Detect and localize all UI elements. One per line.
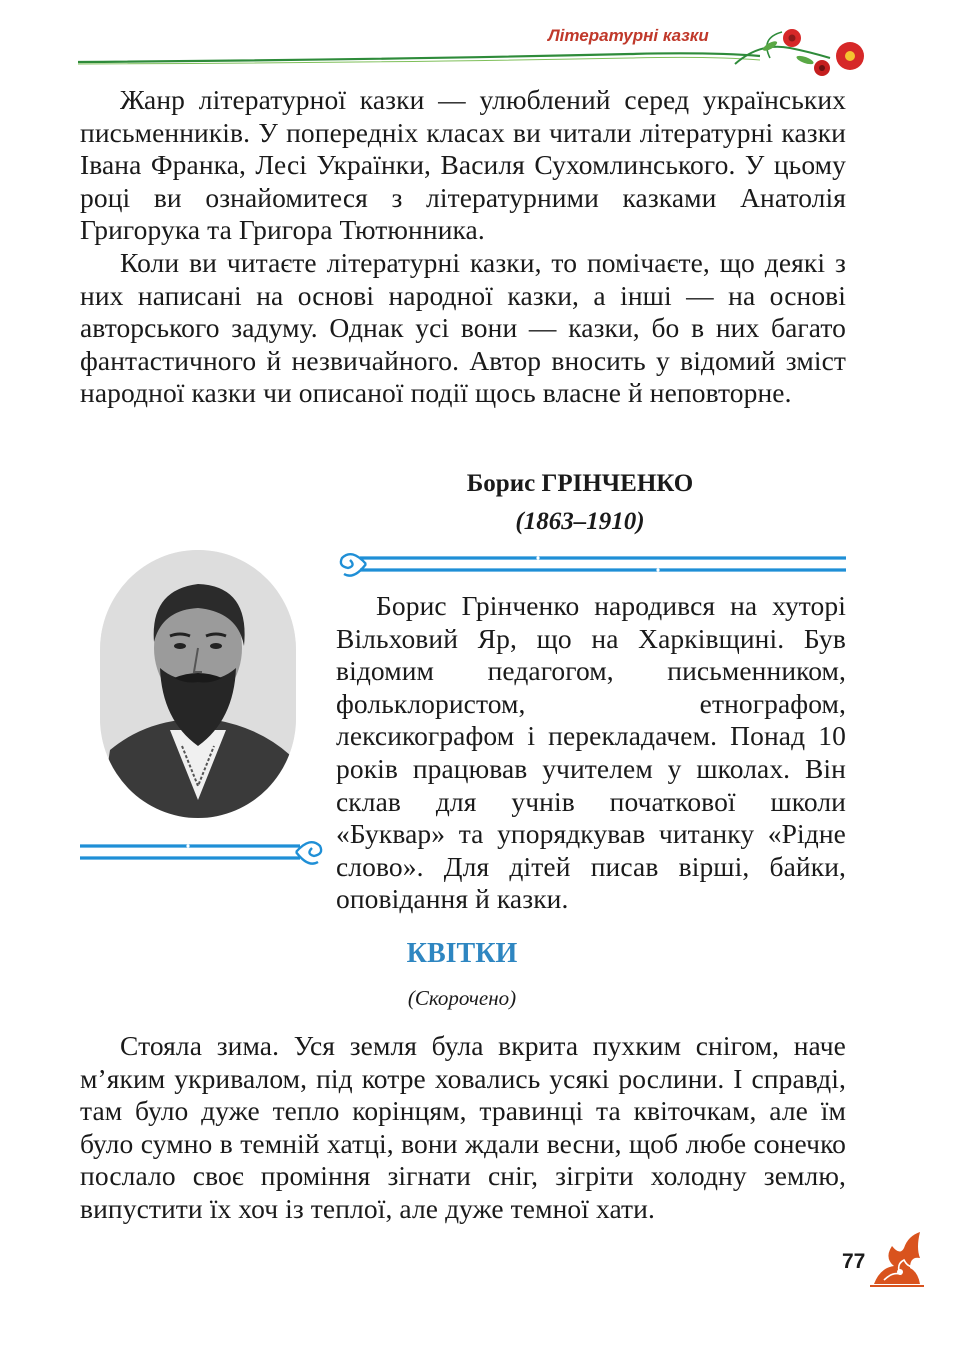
header-ornament (70, 18, 890, 88)
story-subtitle: (Скорочено) (407, 986, 517, 1010)
flower-icon-2 (814, 42, 864, 76)
ornament-divider-bottom (78, 834, 324, 870)
intro-paragraph-1: Жанр літературної казки — улюблений серед українських письменників. У попередніх класах ви читали літературні казки Івана Франка, Лесі Українки, Василя Сухомлинського. У цьому році ви ознайомитеся з літературними казками Анатолія Григорука та Григора Тютюнника. (80, 84, 846, 246)
author-bio (336, 590, 846, 916)
story-title: КВІТКИ (406, 938, 518, 969)
section-title: Літературні казки (548, 26, 709, 45)
ornament-divider-top (338, 546, 848, 582)
author-bio-text: Борис Грінченко народився на хуторі Вільховий Яр, що на Харківщині. Був відомим педагогом, письменником, фольклористом, етнографом, лексикографом і перекладачем. Понад 10 років працював учителем у школах. Він склав для учнів початкової школи «Буквар» та упорядкував читанку «Рідне слово». Для дітей писав вірші, байки, оповідання й казки. (336, 590, 846, 915)
author-years: (1863–1910) (515, 508, 645, 535)
page-number: 77 (842, 1250, 866, 1273)
intro-text (80, 84, 846, 410)
author-name: Борис ГРІНЧЕНКО (466, 470, 694, 497)
intro-paragraph-2: Коли ви читаєте літературні казки, то помічаєте, що деякі з них написані на основі народної казки, а інші — на основі авторського задуму. Однак усі вони — казки, бо в них багато фантастичного й незвичайного. Автор вносить у відомий зміст народної казки чи описаної події щось власне й неповторне. (80, 246, 846, 409)
story-text: Стояла зима. Уся земля була вкрита пухким снігом, наче м’яким укривалом, під котре ховались усякі рослини. І справді, там було дуже тепло корінцям, травинці та квіточкам, але їм було сумно в темній хатці, вони ждали весни, щоб любе сонечко послало своє проміння зігнати сніг, зігріти холодну землю, випустити їх хоч із теплої, але дуже темної хати. (80, 1030, 846, 1224)
story-text-block (80, 1030, 846, 1226)
flower-icon (783, 29, 801, 47)
author-portrait (100, 550, 296, 818)
corner-ornament-icon (870, 1228, 924, 1288)
